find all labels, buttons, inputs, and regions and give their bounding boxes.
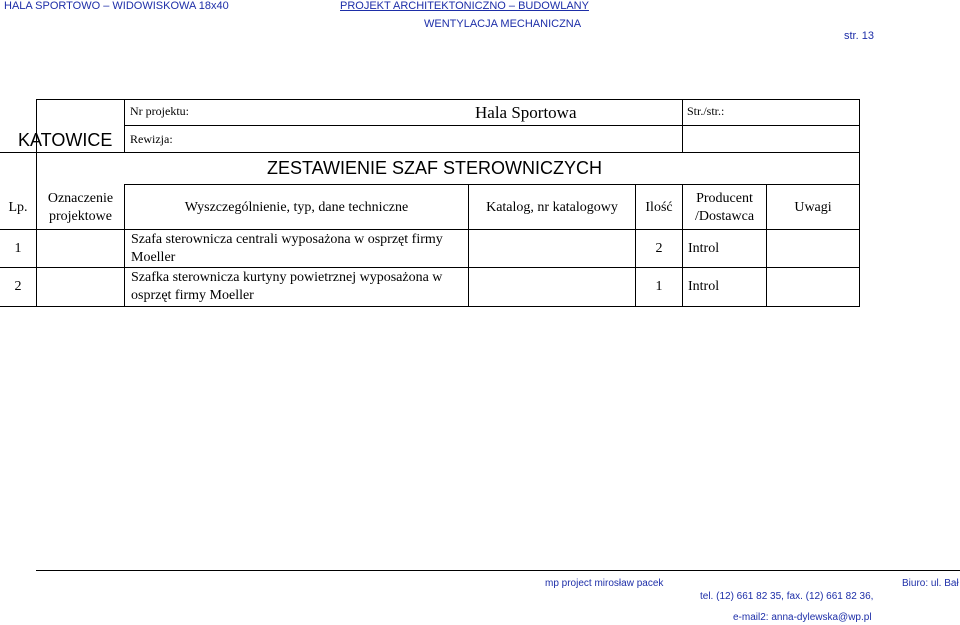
row-specification: Szafka sterownicza kurtyny powietrznej wyposażona w osprzęt firmy Moeller [131, 270, 443, 303]
row-producer: Introl [688, 279, 720, 294]
city-label: KATOWICE [18, 130, 113, 150]
revision-label: Rewizja: [130, 132, 173, 146]
row-lp: 1 [14, 240, 22, 256]
footer-company: mp project mirosław pacek [545, 578, 664, 589]
grid-line [0, 306, 860, 307]
page-number: str. 13 [844, 30, 874, 42]
titleblock-top-border [36, 99, 860, 100]
column-header-catalog: Katalog, nr katalogowy [486, 199, 618, 215]
row-producer: Introl [688, 240, 720, 256]
document-header-discipline: WENTYLACJA MECHANICZNA [424, 18, 582, 30]
grid-line [124, 184, 860, 185]
footer-office: Biuro: ul. Bał [902, 578, 959, 589]
titleblock-bottom-rule [0, 152, 860, 153]
column-header-specification: Wyszczególnienie, typ, dane techniczne [184, 199, 409, 215]
document-header-project: PROJEKT ARCHITEKTONICZNO – BUDOWLANY [340, 0, 589, 12]
row-lp: 2 [14, 279, 22, 294]
titleblock-right-border [859, 99, 860, 189]
page-field-label: Str./str.: [687, 104, 725, 118]
column-header-lp: Lp. [8, 199, 28, 215]
row-quantity: 1 [655, 279, 663, 294]
footer-rule [36, 570, 960, 571]
row-specification: Szafa sterownicza centrali wyposażona w osprzęt firmy Moeller [131, 232, 443, 265]
table-title: ZESTAWIENIE SZAF STEROWNICZYCH [267, 158, 603, 178]
column-header-designation: Oznaczenie projektowe [47, 190, 114, 224]
row-quantity: 2 [655, 240, 663, 256]
document-header-left: HALA SPORTOWO – WIDOWISKOWA 18x40 [4, 0, 229, 12]
project-number-label: Nr projektu: [130, 104, 189, 118]
column-header-quantity: Ilość [645, 199, 673, 215]
grid-line [859, 184, 860, 307]
titleblock-middle-rule [124, 125, 860, 126]
column-header-producer: Producent /Dostawca [694, 190, 755, 224]
titleblock-page-divider [682, 99, 683, 152]
column-header-remarks: Uwagi [794, 199, 832, 215]
object-name: Hala Sportowa [475, 103, 577, 122]
footer-phone: tel. (12) 661 82 35, fax. (12) 661 82 36, [700, 591, 874, 602]
footer-email: e-mail2: anna-dylewska@wp.pl [733, 612, 872, 623]
